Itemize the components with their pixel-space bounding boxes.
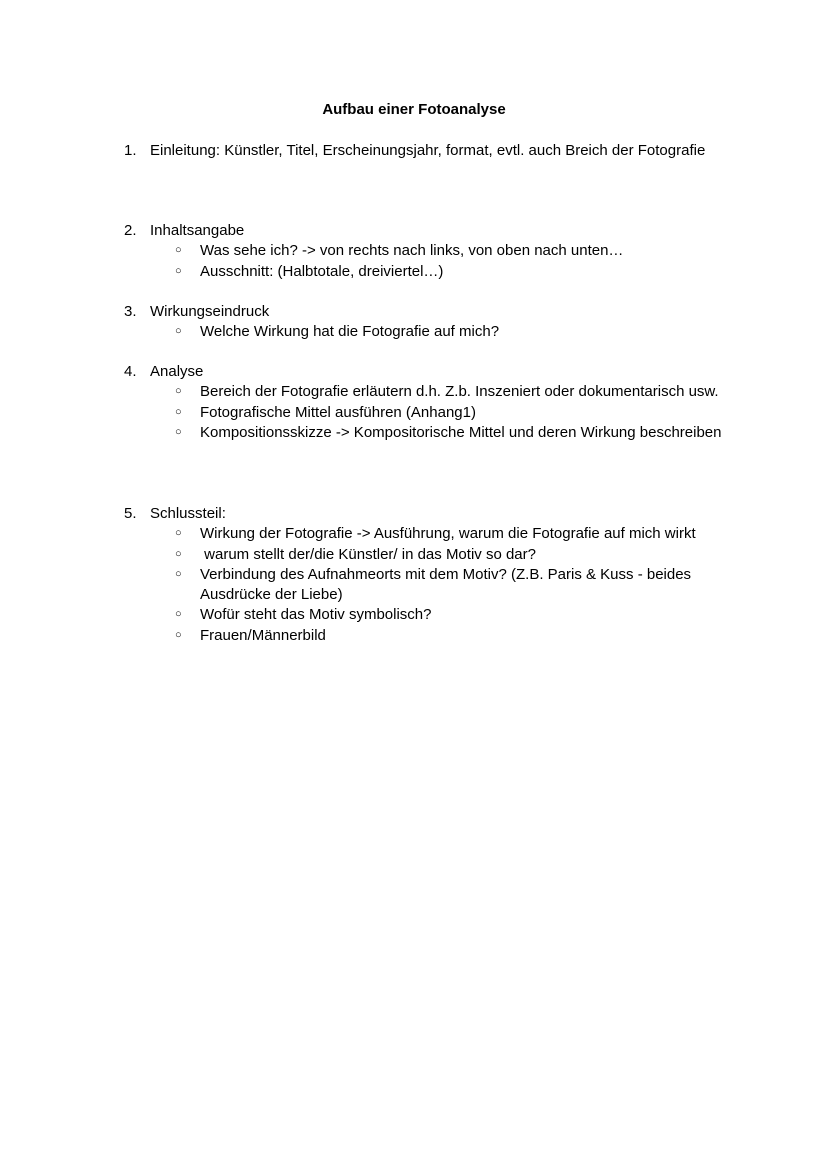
section-heading — [124, 302, 764, 322]
section-inhaltsangabe — [124, 221, 764, 282]
bullet-circle-icon: ○ — [175, 547, 182, 560]
bullet-circle-icon: ○ — [175, 325, 182, 338]
list-item — [124, 524, 764, 544]
list-item — [124, 241, 764, 261]
list-item-text: Welche Wirkung hat die Fotografie auf mich? — [200, 323, 500, 341]
section-number: 3. — [124, 303, 137, 320]
section-analyse — [124, 362, 764, 443]
list-item — [124, 403, 764, 423]
list-item — [124, 565, 764, 606]
list-item-text: Wirkung der Fotografie -> Ausführung, warum die Fotografie auf mich wirkt — [200, 525, 696, 543]
section-einleitung — [124, 141, 764, 161]
bullet-circle-icon: ○ — [175, 425, 182, 438]
section-title: Analyse — [150, 363, 204, 380]
bullet-list — [124, 382, 764, 443]
bullet-list — [124, 241, 764, 282]
list-item-text: Verbindung des Aufnahmeorts mit dem Motiv? (Z.B. Paris & Kuss - beides Ausdrücke der Liebe) — [200, 565, 692, 604]
bullet-circle-icon: ○ — [175, 567, 182, 580]
section-title: Wirkungseindruck — [150, 303, 270, 320]
section-schlussteil — [124, 504, 764, 646]
list-item-text: Frauen/Männerbild — [200, 626, 326, 644]
bullet-list — [124, 524, 764, 646]
list-item-text: Bereich der Fotografie erläutern d.h. Z.b. Inszeniert oder dokumentarisch usw. — [200, 383, 719, 401]
bullet-circle-icon: ○ — [175, 608, 182, 621]
section-number: 1. — [124, 142, 137, 159]
list-item-text: Fotografische Mittel ausführen (Anhang1) — [200, 403, 476, 421]
section-title: Inhaltsangabe — [150, 222, 245, 239]
section-title: Schlussteil: — [150, 505, 226, 522]
list-item-text: warum stellt der/die Künstler/ in das Motiv so dar? — [200, 545, 536, 563]
section-heading — [124, 504, 764, 524]
section-title: Einleitung: Künstler, Titel, Erscheinungsjahr, format, evtl. auch Breich der Fotografie — [150, 142, 706, 159]
list-item — [124, 382, 764, 402]
list-item — [124, 423, 764, 443]
list-item-text: Was sehe ich? -> von rechts nach links, von oben nach unten… — [200, 242, 624, 260]
list-item — [124, 322, 764, 342]
bullet-list — [124, 322, 764, 342]
section-heading — [124, 141, 764, 161]
section-number: 5. — [124, 505, 137, 522]
bullet-circle-icon: ○ — [175, 628, 182, 641]
bullet-circle-icon: ○ — [175, 244, 182, 257]
section-heading — [124, 221, 764, 241]
section-heading — [124, 362, 764, 382]
bullet-circle-icon: ○ — [175, 527, 182, 540]
document-title: Aufbau einer Fotoanalyse — [322, 101, 506, 118]
list-item — [124, 545, 764, 565]
section-number: 2. — [124, 222, 137, 239]
list-item — [124, 626, 764, 646]
list-item — [124, 262, 764, 282]
list-item-text: Ausschnitt: (Halbtotale, dreiviertel…) — [200, 262, 444, 280]
bullet-circle-icon: ○ — [175, 385, 182, 398]
section-number: 4. — [124, 363, 137, 380]
bullet-circle-icon: ○ — [175, 405, 182, 418]
bullet-circle-icon: ○ — [175, 264, 182, 277]
list-item — [124, 605, 764, 625]
section-wirkungseindruck — [124, 302, 764, 343]
list-item-text: Kompositionsskizze -> Kompositorische Mittel und deren Wirkung beschreiben — [200, 423, 722, 441]
list-item-text: Wofür steht das Motiv symbolisch? — [200, 606, 432, 624]
